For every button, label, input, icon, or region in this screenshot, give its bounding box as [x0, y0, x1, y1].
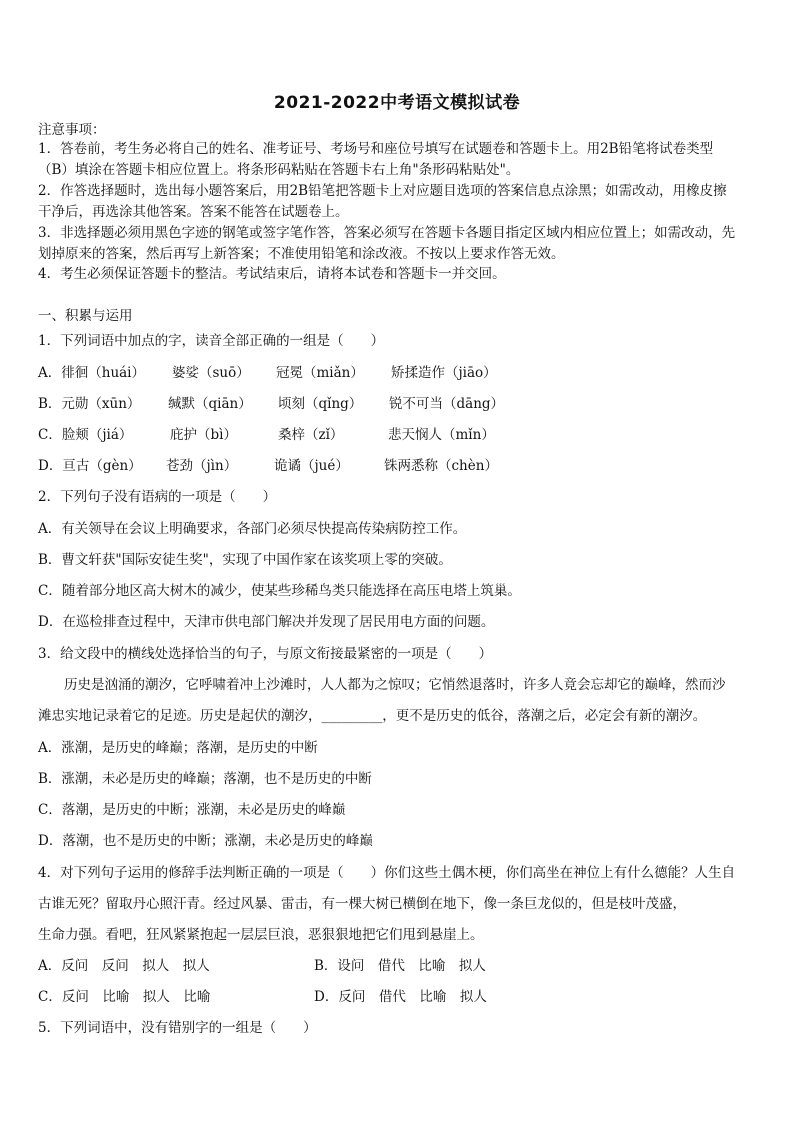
- question-4-option-a: A．反问 反问 拟人 拟人: [38, 958, 210, 974]
- question-3-option-b: B．涨潮，未必是历史的峰巅；落潮，也不是历史的中断: [38, 771, 372, 787]
- word: C．脸颊（jiá）: [38, 427, 133, 443]
- word: 锐不可当（dāng）: [389, 396, 505, 412]
- question-4-option-d: D．反问 借代 比喻 拟人: [314, 989, 487, 1005]
- word: 桑梓（zǐ）: [278, 427, 344, 443]
- notice-line: 1．答卷前，考生务必将自己的姓名、准考证号、考场号和座位号填写在试题卷和答题卡上。用2B铅笔将试卷类型: [38, 141, 714, 157]
- question-2-option-b: B．曹文轩获"国际安徒生奖"，实现了中国作家在该奖项上零的突破。: [38, 552, 452, 568]
- question-4-stem: 生命力强。看吧，狂风紧紧抱起一层层巨浪，恶狠狠地把它们甩到悬崖上。: [38, 927, 484, 943]
- question-4-stem: 古谁无死？留取丹心照汗青。经过风暴、雷击，有一棵大树已横倒在地下，像一条巨龙似的，但是枝叶茂盛，: [38, 896, 686, 912]
- question-4-stem: 4．对下列句子运用的修辞手法判断正确的一项是（ ）你们这些土偶木梗，你们高坐在神位上有什么德能？人生自: [38, 865, 736, 881]
- notice-line: 划掉原来的答案，然后再写上新答案；不准使用铅笔和涂改液。不按以上要求作答无效。: [38, 246, 565, 262]
- word: 铢两悉称（chèn）: [384, 458, 498, 474]
- word: 苍劲（jìn）: [166, 458, 238, 474]
- word: 矫揉造作（jiāo）: [391, 365, 497, 381]
- exam-title: 2021-2022中考语文模拟试卷: [273, 93, 521, 113]
- question-3-option-c: C．落潮，是历史的中断；涨潮，未必是历史的峰巅: [38, 802, 346, 818]
- notice-line: （B）填涂在答题卡相应位置上。将条形码粘贴在答题卡右上角"条形码粘贴处"。: [38, 162, 520, 178]
- question-3-passage: 历史是汹涌的潮汐，它呼啸着冲上沙滩时，人人都为之惊叹；它悄然退落时，许多人竟会忘却它的巅峰，然而沙: [64, 677, 726, 693]
- word: 诡谲（jué）: [274, 458, 349, 474]
- question-3-passage: 滩忠实地记录着它的足迹。历史是起伏的潮汐，_________，更不是历史的低谷，落潮之后，必定会有新的潮汐。: [38, 708, 707, 724]
- notice-line: 4．考生必须保证答题卡的整洁。考试结束后，请将本试卷和答题卡一并交回。: [38, 266, 506, 282]
- word: 庇护（bì）: [170, 427, 237, 443]
- notice-line: 干净后，再选涂其他答案。答案不能答在试题卷上。: [38, 204, 349, 220]
- question-2-option-d: D．在巡检排查过程中，天津市供电部门解决并发现了居民用电方面的问题。: [38, 614, 495, 630]
- word: 婆娑（suō）: [172, 365, 250, 381]
- word: 冠冕（miǎn）: [276, 365, 364, 381]
- question-1-option-b: [38, 395, 529, 413]
- question-4-options-row: [38, 957, 486, 975]
- question-1-option-d: [38, 457, 524, 475]
- notice-line: 3．非选择题必须用黑色字迹的钢笔或签字笔作答，答案必须写在答题卡各题目指定区域内相应位置上；如需改动，先: [38, 225, 736, 241]
- question-4-option-b: B．设问 借代 比喻 拟人: [314, 958, 486, 974]
- question-3-stem: 3．给文段中的横线处选择恰当的句子，与原文衔接最紧密的一项是（ ）: [38, 646, 493, 662]
- question-4-options-row: [38, 988, 487, 1006]
- question-1-option-c: [38, 426, 528, 444]
- word: D．亘古（gèn）: [38, 458, 142, 474]
- word: B．元勋（xūn）: [38, 396, 141, 412]
- word: 悲天悯人（mǐn）: [388, 427, 495, 443]
- question-3-option-d: D．落潮，也不是历史的中断；涨潮，未必是历史的峰巅: [38, 833, 373, 849]
- section-heading: 一、积累与运用: [38, 308, 133, 324]
- question-2-option-c: C．随着部分地区高大树木的减少，使某些珍稀鸟类只能选择在高压电塔上筑巢。: [38, 583, 521, 599]
- question-2-stem: 2．下列句子没有语病的一项是（ ）: [38, 489, 277, 505]
- question-4-option-c: C．反问 比喻 拟人 比喻: [38, 989, 211, 1005]
- question-2-option-a: A．有关领导在会议上明确要求，各部门必须尽快提高传染病防控工作。: [38, 521, 467, 537]
- word: 缄默（qiān）: [168, 396, 252, 412]
- question-1-stem: 1．下列词语中加点的字，读音全部正确的一组是（ ）: [38, 333, 385, 349]
- word: 顷刻（qǐng）: [278, 396, 363, 412]
- notice-heading: 注意事项：: [38, 122, 106, 138]
- question-1-option-a: [38, 364, 531, 382]
- question-3-option-a: A．涨潮，是历史的峰巅；落潮，是历史的中断: [38, 740, 318, 756]
- word: A．徘徊（huái）: [38, 365, 146, 381]
- notice-line: 2．作答选择题时，选出每小题答案后，用2B铅笔把答题卡上对应题目选项的答案信息点涂黑；如需改动，用橡皮擦: [38, 183, 727, 199]
- question-5-stem: 5．下列词语中，没有错别字的一组是（ ）: [38, 1020, 317, 1036]
